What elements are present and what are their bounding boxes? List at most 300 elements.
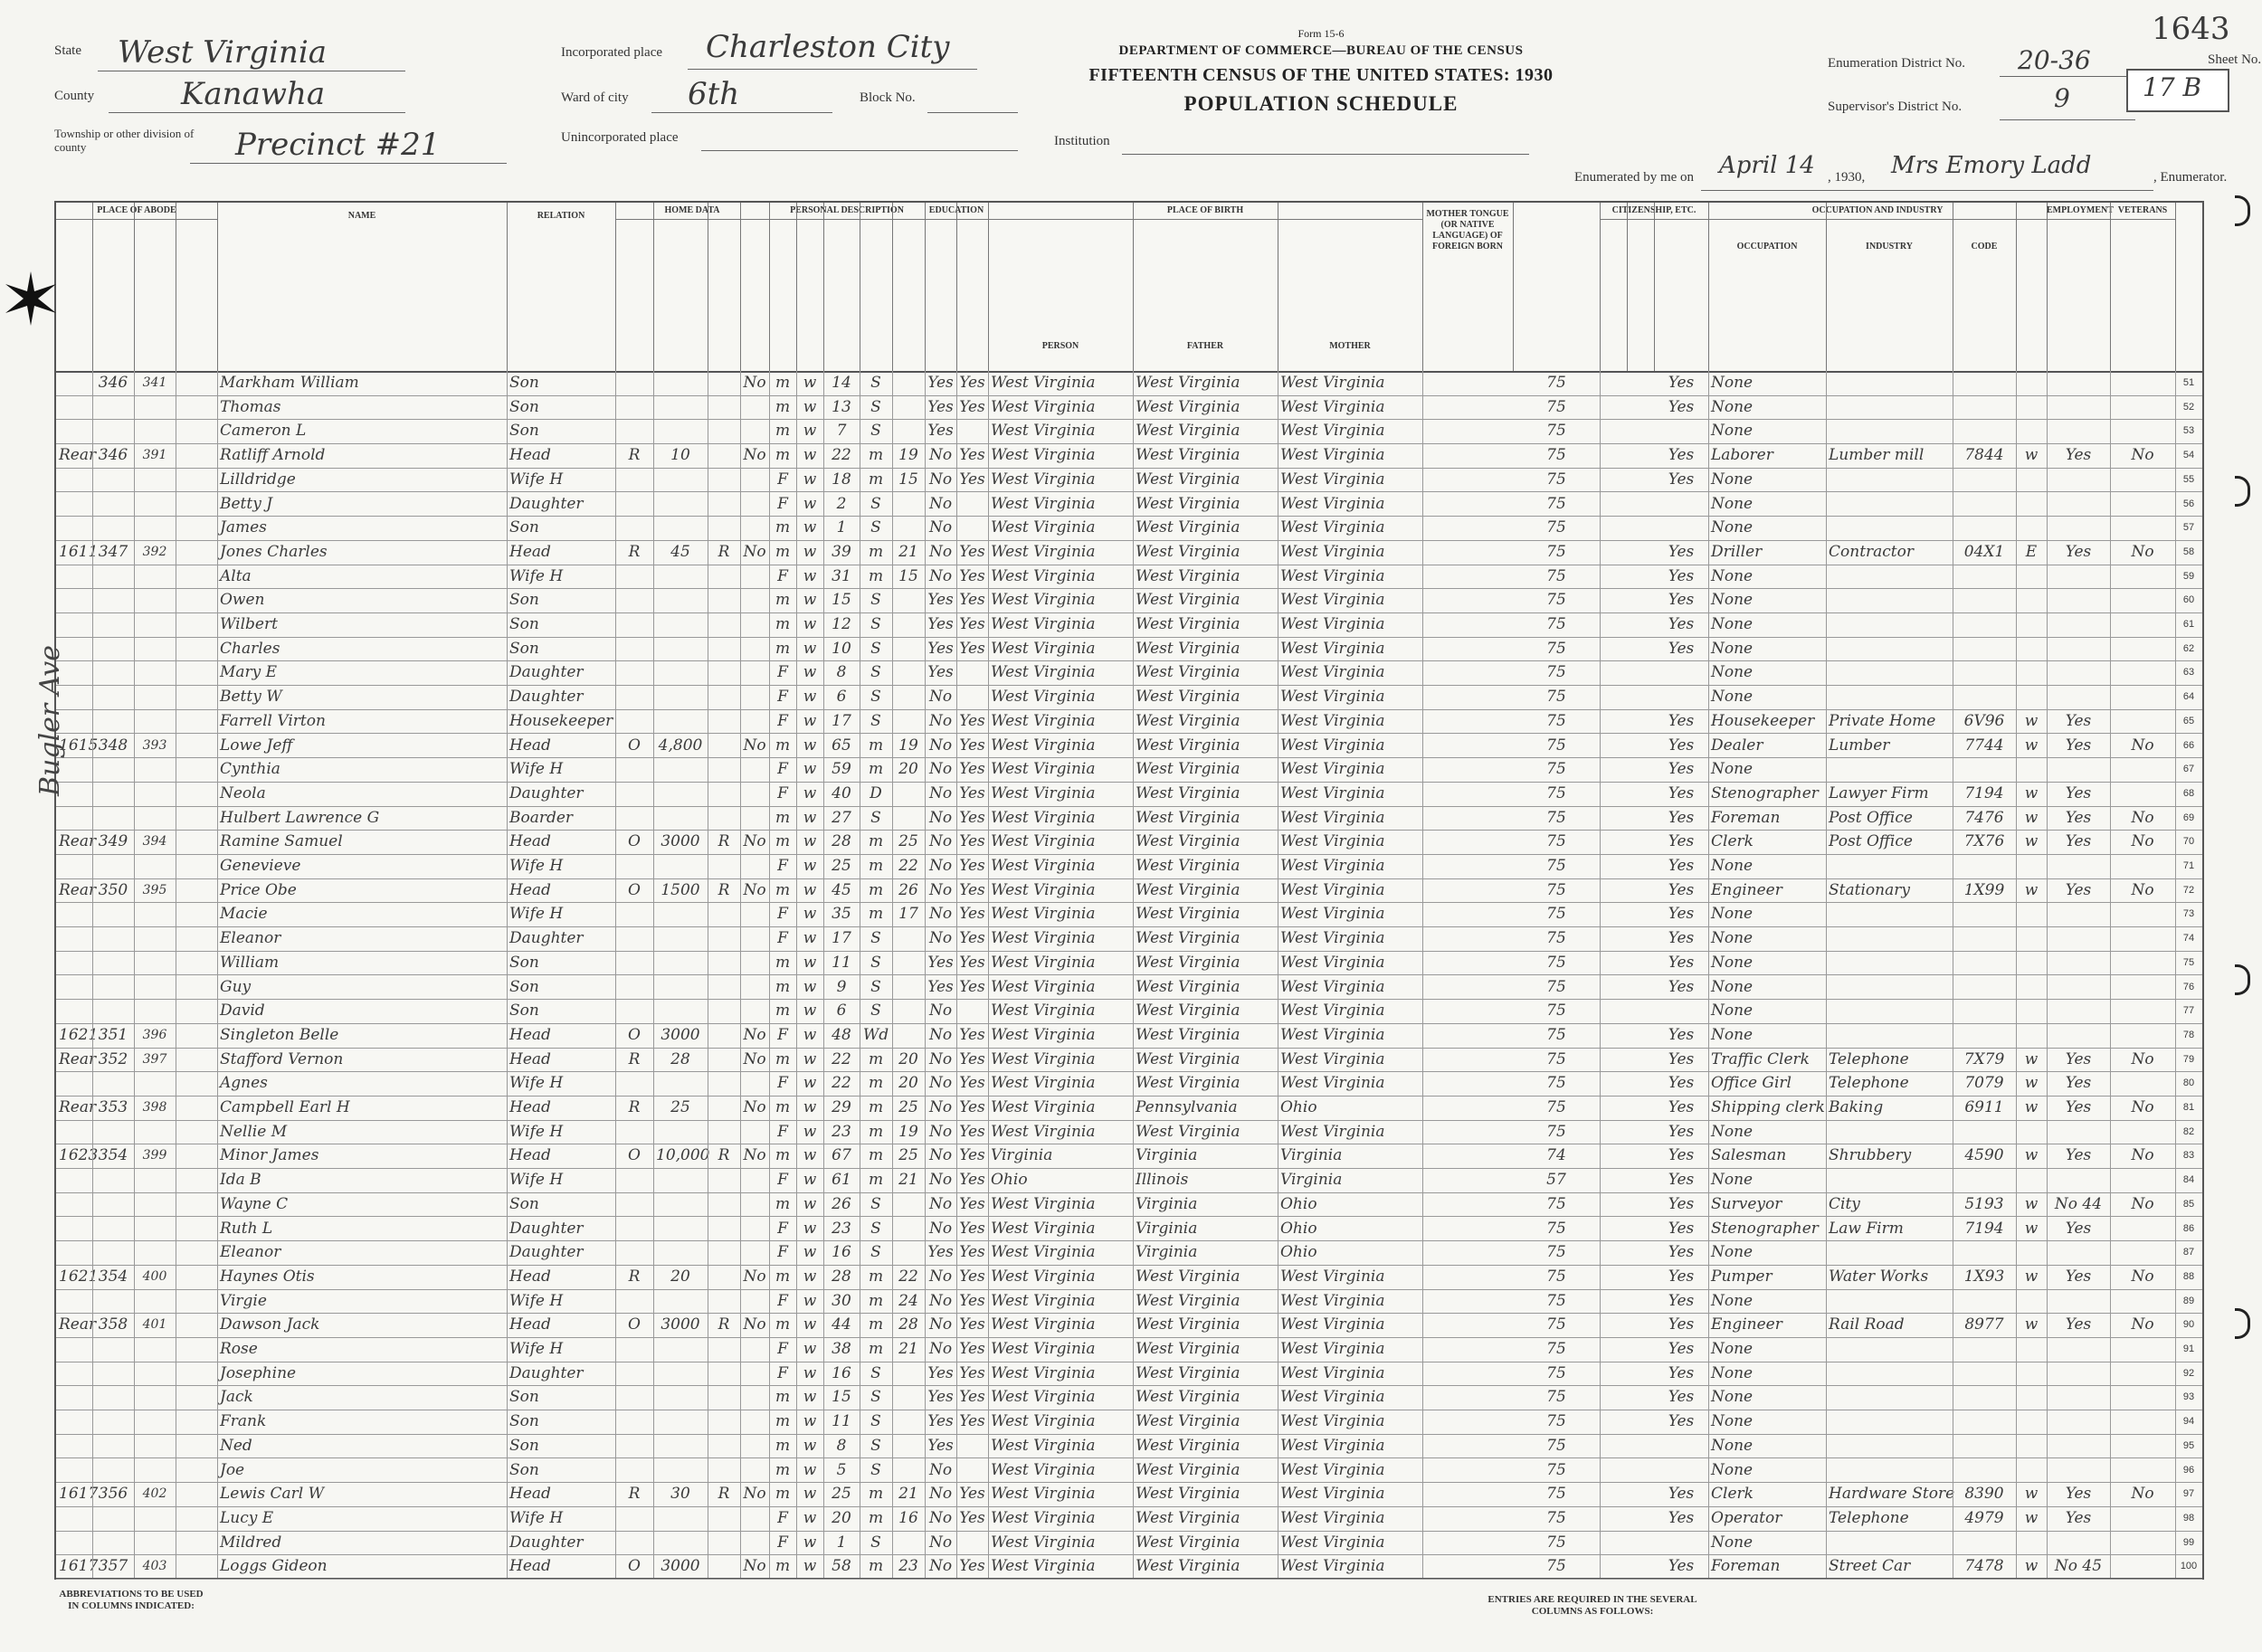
cell-dwelling	[137, 1120, 173, 1144]
cell-married-age	[895, 999, 922, 1023]
cell-speak: Yes	[1668, 1291, 1695, 1310]
cell-code	[1955, 902, 2013, 926]
cell-dwelling	[137, 757, 173, 782]
cell-farm	[743, 854, 766, 878]
cell-tongue: 75	[1546, 1388, 1566, 1407]
col-person	[988, 203, 1134, 371]
cell-read: Yes	[959, 832, 985, 851]
cell-married-age	[895, 1458, 922, 1483]
cell-tongue: 75	[1546, 1412, 1566, 1431]
cell-relation: Head	[509, 1485, 551, 1504]
cell-sex: F	[777, 663, 788, 682]
cell-dwelling	[137, 902, 173, 926]
cell-industry	[1829, 371, 1950, 395]
cell-n: 71	[2182, 860, 2195, 871]
cell-occupation: None	[1711, 1025, 1754, 1044]
cell-occupation: Clerk	[1711, 1485, 1754, 1504]
cell-industry: City	[1829, 1194, 1860, 1213]
cell-relation: Daughter	[509, 688, 584, 707]
cell-industry: Stationary	[1829, 880, 1910, 899]
cell-industry	[1829, 395, 1950, 420]
cell-street	[59, 1434, 90, 1458]
cell-sex: F	[777, 1340, 788, 1358]
cell-value	[656, 565, 705, 589]
cell-occupation: None	[1711, 422, 1754, 441]
cell-father: West Virginia	[1136, 1436, 1240, 1455]
cell-mother: West Virginia	[1280, 1363, 1385, 1382]
cell-radio	[710, 612, 737, 637]
cell-value: 3000	[661, 1315, 700, 1334]
cell-n: 84	[2182, 1174, 2195, 1186]
cell-read: Yes	[959, 1508, 985, 1527]
cell-street: 1623	[59, 1146, 99, 1165]
cell-father: West Virginia	[1136, 711, 1240, 730]
col-relation-label: RELATION	[537, 211, 585, 221]
cell-tenure	[618, 1531, 651, 1555]
cell-school: No	[928, 1460, 953, 1479]
cell-read: Yes	[959, 711, 985, 730]
cell-race: w	[803, 783, 817, 802]
cell-code	[1955, 1434, 2013, 1458]
cell-occupation: None	[1711, 591, 1754, 610]
cell-code: 7844	[1964, 446, 2004, 465]
cell-code	[1955, 588, 2013, 612]
cell-street: Rear	[59, 832, 97, 851]
cell-age: 27	[832, 808, 851, 827]
cell-tenure	[618, 1168, 651, 1192]
cell-name: Ned	[220, 1436, 252, 1455]
cell-worker: w	[2024, 1508, 2039, 1527]
cell-race: w	[803, 1098, 817, 1116]
cell-sex: m	[775, 615, 791, 633]
cell-n: 66	[2182, 739, 2195, 751]
table-row	[56, 1434, 2202, 1459]
cell-value	[656, 1240, 705, 1265]
cell-mother: West Virginia	[1280, 1315, 1385, 1334]
cell-race: w	[803, 542, 817, 561]
cell-worker	[2019, 1410, 2044, 1434]
cell-house: 349	[98, 832, 128, 851]
cell-farm	[743, 685, 766, 709]
cell-relation: Wife H	[509, 1122, 564, 1141]
cell-name: Mary E	[220, 663, 278, 682]
cell-sex: F	[777, 1122, 788, 1141]
cell-race: w	[803, 1219, 817, 1238]
cell-school: No	[928, 1074, 953, 1093]
cell-person: West Virginia	[991, 1219, 1096, 1238]
cell-school: No	[928, 470, 953, 489]
cell-worker	[2019, 926, 2044, 951]
cell-code: 7194	[1964, 1219, 2004, 1238]
cell-vet	[2113, 492, 2172, 517]
cell-school: No	[928, 880, 953, 899]
cell-street	[59, 999, 90, 1023]
col-farm	[740, 203, 770, 371]
cell-father: West Virginia	[1136, 1340, 1240, 1358]
cell-occupation: Pumper	[1711, 1267, 1773, 1286]
table-row	[56, 1482, 2202, 1507]
cell-tongue: 75	[1546, 1098, 1566, 1116]
cell-school: No	[928, 1146, 953, 1165]
cell-name: Minor James	[220, 1146, 319, 1165]
cell-code	[1955, 1240, 2013, 1265]
cell-father: West Virginia	[1136, 808, 1240, 827]
cell-tongue: 75	[1546, 1219, 1566, 1238]
cell-work: Yes	[2065, 832, 2092, 851]
cell-worker	[2019, 902, 2044, 926]
cell-dwelling: 392	[142, 544, 167, 559]
cell-person: West Virginia	[991, 1098, 1096, 1116]
cell-read	[959, 999, 985, 1023]
cell-code	[1955, 1120, 2013, 1144]
cell-married-age: 24	[898, 1291, 918, 1310]
cell-tongue: 75	[1546, 591, 1566, 610]
col-speak	[1654, 203, 1709, 371]
cell-person: West Virginia	[991, 977, 1096, 996]
cell-n: 87	[2182, 1247, 2195, 1258]
cell-work	[2049, 637, 2107, 661]
cell-mother: West Virginia	[1280, 1388, 1385, 1407]
cell-age: 10	[832, 639, 851, 658]
cell-code: 7744	[1964, 736, 2004, 755]
cell-father: West Virginia	[1136, 1074, 1240, 1093]
cell-father: West Virginia	[1136, 1485, 1240, 1504]
cell-sex: F	[777, 1025, 788, 1044]
cell-house	[95, 685, 131, 709]
cell-age: 8	[836, 1436, 847, 1455]
cell-read: Yes	[959, 1412, 985, 1431]
cell-sex: F	[777, 688, 788, 707]
cell-vet	[2113, 1506, 2172, 1531]
col-marital	[860, 203, 893, 371]
cell-relation: Head	[509, 1557, 551, 1576]
cell-marital: Wd	[862, 1025, 889, 1044]
cell-industry	[1829, 951, 1950, 975]
supervisor-value: 9	[2054, 83, 2070, 113]
cell-married-age: 15	[898, 470, 918, 489]
cell-race: w	[803, 760, 817, 779]
cell-house	[95, 612, 131, 637]
cell-code	[1955, 999, 2013, 1023]
cell-sex: F	[777, 929, 788, 948]
cell-marital: S	[870, 1533, 881, 1552]
cell-father: West Virginia	[1136, 374, 1240, 392]
cell-mother: West Virginia	[1280, 1533, 1385, 1552]
cell-street	[59, 371, 90, 395]
cell-occupation: None	[1711, 1436, 1754, 1455]
cell-n: 70	[2182, 836, 2195, 848]
cell-sex: m	[775, 1388, 791, 1407]
cell-name: Wilbert	[220, 615, 278, 633]
cell-occupation: None	[1711, 1388, 1754, 1407]
cell-tenure	[618, 757, 651, 782]
cell-name: Jones Charles	[220, 542, 328, 561]
table-row	[56, 1506, 2202, 1532]
cell-person: West Virginia	[991, 857, 1096, 875]
cell-read: Yes	[959, 880, 985, 899]
cell-speak: Yes	[1668, 1122, 1695, 1141]
cell-farm: No	[743, 446, 766, 465]
cell-marital: S	[870, 953, 881, 972]
cell-marital: S	[870, 518, 881, 537]
cell-person: West Virginia	[991, 1508, 1096, 1527]
cell-race: w	[803, 663, 817, 682]
cell-radio	[710, 709, 737, 734]
cell-radio	[710, 1023, 737, 1048]
cell-marital: S	[870, 1243, 881, 1262]
cell-school: No	[928, 1557, 953, 1576]
cell-sex: m	[775, 1194, 791, 1213]
cell-dwelling	[137, 468, 173, 492]
cell-radio	[710, 443, 737, 468]
cell-house	[95, 395, 131, 420]
cell-race: w	[803, 905, 817, 924]
cell-father: West Virginia	[1136, 1002, 1240, 1021]
grid-line	[507, 371, 508, 1578]
cell-dwelling	[137, 637, 173, 661]
cell-work	[2049, 419, 2107, 443]
cell-tongue: 75	[1546, 446, 1566, 465]
cell-marital: S	[870, 1436, 881, 1455]
cell-tenure: R	[628, 542, 641, 561]
cell-vet	[2113, 516, 2172, 540]
cell-age: 31	[832, 566, 851, 585]
cell-house: 351	[98, 1025, 128, 1044]
cell-race: w	[803, 1267, 817, 1286]
cell-sex: m	[775, 1267, 791, 1286]
cell-n: 95	[2182, 1439, 2195, 1451]
cell-occupation: Clerk	[1711, 832, 1754, 851]
table-row	[56, 975, 2202, 1001]
cell-marital: S	[870, 711, 881, 730]
cell-dwelling	[137, 565, 173, 589]
cell-read: Yes	[959, 857, 985, 875]
cell-occupation: None	[1711, 1002, 1754, 1021]
cell-father: West Virginia	[1136, 1363, 1240, 1382]
cell-married-age	[895, 1531, 922, 1555]
cell-industry	[1829, 1240, 1950, 1265]
cell-married-age: 20	[898, 1049, 918, 1068]
cell-dwelling	[137, 685, 173, 709]
cell-code: 7079	[1964, 1074, 2004, 1093]
cell-vet: No	[2131, 808, 2154, 827]
cell-industry: Water Works	[1829, 1267, 1929, 1286]
cell-worker	[2019, 1289, 2044, 1314]
cell-person: West Virginia	[991, 422, 1096, 441]
cell-street	[59, 951, 90, 975]
cell-value	[656, 1531, 705, 1555]
cell-radio	[710, 1071, 737, 1096]
cell-name: Lilldridge	[220, 470, 296, 489]
cell-dwelling	[137, 1385, 173, 1410]
grid-line	[2110, 371, 2111, 1578]
cell-mother: West Virginia	[1280, 808, 1385, 827]
cell-married-age	[895, 492, 922, 517]
cell-work	[2049, 1168, 2107, 1192]
cell-value	[656, 1385, 705, 1410]
table-row	[56, 1289, 2202, 1315]
cell-worker: E	[2025, 542, 2038, 561]
cell-sex: m	[775, 397, 791, 416]
cell-code	[1955, 1385, 2013, 1410]
cell-tongue: 75	[1546, 1533, 1566, 1552]
cell-n: 59	[2182, 570, 2195, 582]
cell-n: 54	[2182, 450, 2195, 461]
cell-person: Virginia	[991, 1146, 1053, 1165]
cell-speak: Yes	[1668, 857, 1695, 875]
cell-school: No	[928, 808, 953, 827]
table-row	[56, 1217, 2202, 1242]
cell-speak: Yes	[1668, 1363, 1695, 1382]
table-row	[56, 1531, 2202, 1556]
cell-work	[2049, 1337, 2107, 1362]
cell-vet	[2113, 588, 2172, 612]
cell-dwelling: 398	[142, 1100, 167, 1115]
cell-race: w	[803, 1122, 817, 1141]
cell-farm: No	[743, 1025, 766, 1044]
cell-farm	[743, 660, 766, 685]
cell-worker	[2019, 1337, 2044, 1362]
cell-sex: F	[777, 1074, 788, 1093]
cell-mother: West Virginia	[1280, 566, 1385, 585]
cell-farm: No	[743, 736, 766, 755]
binding-hole-icon	[2235, 964, 2250, 995]
cell-sex: F	[777, 857, 788, 875]
cell-read: Yes	[959, 446, 985, 465]
cell-tongue: 75	[1546, 688, 1566, 707]
cell-house	[95, 637, 131, 661]
cell-code	[1955, 1531, 2013, 1555]
cell-relation: Daughter	[509, 1243, 584, 1262]
cell-person: West Virginia	[991, 1025, 1096, 1044]
cell-father: West Virginia	[1136, 1267, 1240, 1286]
col-dwelling	[134, 203, 176, 371]
cell-street: Rear	[59, 880, 97, 899]
cell-age: 25	[832, 1485, 851, 1504]
grid-line	[988, 371, 989, 1578]
cell-married-age	[895, 1023, 922, 1048]
cell-mother: Ohio	[1280, 1243, 1317, 1262]
cell-person: West Virginia	[991, 736, 1096, 755]
cell-speak: Yes	[1668, 1315, 1695, 1334]
cell-person: West Virginia	[991, 542, 1096, 561]
cell-marital: m	[868, 1291, 884, 1310]
cell-house	[95, 1362, 131, 1386]
cell-read: Yes	[959, 1315, 985, 1334]
cell-value	[656, 902, 705, 926]
cell-value	[656, 395, 705, 420]
cell-tongue: 75	[1546, 977, 1566, 996]
cell-speak: Yes	[1668, 1098, 1695, 1116]
cell-name: Jack	[220, 1388, 253, 1407]
cell-n: 81	[2182, 1102, 2195, 1113]
cell-value	[656, 1120, 705, 1144]
cell-name: Lowe Jeff	[220, 736, 293, 755]
cell-speak	[1657, 1531, 1706, 1555]
cell-race: w	[803, 1412, 817, 1431]
cell-work	[2049, 1410, 2107, 1434]
cell-mother: West Virginia	[1280, 736, 1385, 755]
cell-street	[59, 1240, 90, 1265]
cell-value	[656, 1289, 705, 1314]
cell-father: West Virginia	[1136, 1460, 1240, 1479]
cell-value: 3000	[661, 1557, 700, 1576]
cell-vet	[2113, 1337, 2172, 1362]
cell-radio	[710, 685, 737, 709]
group-personal: PERSONAL DESCRIPTION	[769, 203, 925, 220]
cell-tongue: 75	[1546, 1122, 1566, 1141]
col-value	[653, 203, 708, 371]
cell-street	[59, 1120, 90, 1144]
cell-dwelling	[137, 926, 173, 951]
grid-line	[615, 371, 616, 1578]
cell-marital: m	[868, 736, 884, 755]
cell-vet: No	[2131, 832, 2154, 851]
cell-relation: Son	[509, 1412, 539, 1431]
cell-tenure	[618, 1120, 651, 1144]
col-radio	[708, 203, 741, 371]
cell-name: Ida B	[220, 1171, 261, 1190]
cell-industry: Telephone	[1829, 1074, 1909, 1093]
cell-radio	[710, 999, 737, 1023]
cell-tongue: 75	[1546, 760, 1566, 779]
table-row	[56, 588, 2202, 613]
cell-vet: No	[2131, 1485, 2154, 1504]
cell-father: West Virginia	[1136, 1291, 1240, 1310]
cell-race: w	[803, 736, 817, 755]
cell-speak: Yes	[1668, 1388, 1695, 1407]
table-row	[56, 443, 2202, 469]
cell-married-age	[895, 975, 922, 1000]
cell-read: Yes	[959, 1025, 985, 1044]
cell-father: Virginia	[1136, 1194, 1198, 1213]
cell-radio	[710, 1362, 737, 1386]
cell-occupation: None	[1711, 857, 1754, 875]
ed-value: 20-36	[2018, 45, 2091, 75]
cell-street	[59, 975, 90, 1000]
cell-school: No	[928, 1485, 953, 1504]
cell-race: w	[803, 1340, 817, 1358]
cell-name: Cameron L	[220, 422, 307, 441]
cell-sex: F	[777, 1533, 788, 1552]
grid-line	[217, 371, 218, 1578]
cell-work	[2049, 854, 2107, 878]
cell-name: Frank	[220, 1412, 267, 1431]
cell-tenure	[618, 565, 651, 589]
cell-age: 59	[832, 760, 851, 779]
cell-marital: S	[870, 1002, 881, 1021]
cell-race: w	[803, 470, 817, 489]
cell-age: 39	[832, 542, 851, 561]
cell-value: 28	[670, 1049, 690, 1068]
cell-read	[959, 419, 985, 443]
cell-street	[59, 588, 90, 612]
cell-married-age	[895, 1217, 922, 1241]
cell-relation: Wife H	[509, 905, 564, 924]
cell-read	[959, 1434, 985, 1458]
cell-sex: m	[775, 1412, 791, 1431]
table-row	[56, 999, 2202, 1024]
cell-house	[95, 516, 131, 540]
cell-married-age: 16	[898, 1508, 918, 1527]
cell-farm	[743, 516, 766, 540]
cell-sex: m	[775, 591, 791, 610]
cell-person: Ohio	[991, 1171, 1028, 1190]
cell-farm: No	[743, 832, 766, 851]
cell-age: 1	[836, 1533, 847, 1552]
cell-street	[59, 1506, 90, 1531]
cell-farm	[743, 1531, 766, 1555]
